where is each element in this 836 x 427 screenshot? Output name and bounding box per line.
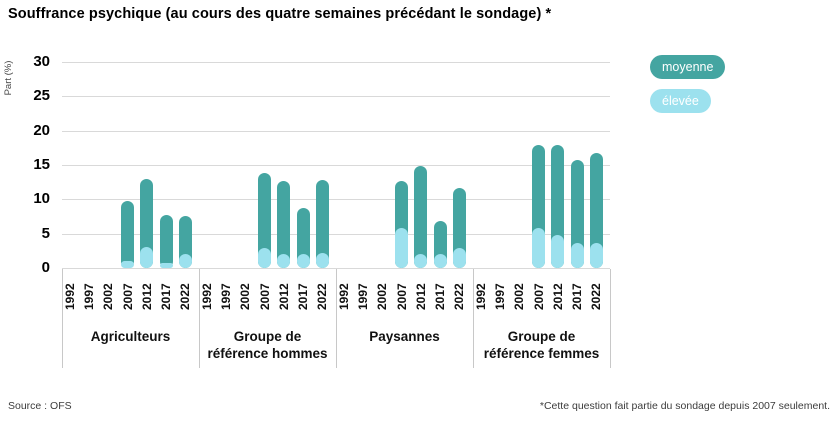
year-label-1997: 1997 — [219, 283, 234, 310]
bar-segment-elevee — [532, 228, 545, 268]
group-label-line: Groupe de — [233, 329, 302, 344]
bar-group1-2012 — [140, 179, 153, 268]
year-label-2017: 2017 — [159, 283, 173, 310]
year-label-1992: 1992 — [337, 283, 351, 310]
group-label-line: Paysannes — [369, 329, 440, 344]
group-label-2 — [199, 328, 336, 362]
bar-segment-elevee — [277, 254, 290, 268]
chart-title: Souffrance psychique (au cours des quatre semaines précédant le sondage) * — [8, 6, 552, 22]
year-label-2007: 2007 — [531, 283, 546, 310]
bar-segment-elevee — [179, 254, 192, 268]
year-label-1992: 1992 — [200, 283, 214, 310]
year-label-1997: 1997 — [493, 283, 508, 310]
bar-group2-2012 — [277, 181, 290, 268]
y-tick-label-0: 0 — [41, 259, 50, 276]
footnote: *Cette question fait partie du sondage depuis 2007 seulement. — [539, 400, 830, 412]
group-label-line: Groupe de — [507, 329, 576, 344]
group-divider — [610, 269, 611, 368]
year-label-2017: 2017 — [296, 283, 310, 310]
year-label-2007: 2007 — [120, 283, 135, 310]
bar-group4-2012 — [551, 145, 564, 268]
bar-segment-elevee — [121, 261, 134, 268]
gridline-30 — [62, 62, 610, 63]
year-label-2012: 2012 — [139, 283, 154, 310]
legend-pill-moyenne: moyenne — [650, 55, 725, 79]
year-label-2017: 2017 — [433, 283, 447, 310]
year-label-2002: 2002 — [375, 283, 390, 310]
bar-segment-elevee — [590, 243, 603, 268]
year-label-2022: 2022 — [452, 283, 467, 310]
bar-group3-2017 — [434, 221, 447, 268]
legend — [650, 55, 725, 123]
bar-segment-elevee — [414, 254, 427, 268]
bar-group3-2022 — [453, 188, 466, 268]
year-label-1997: 1997 — [82, 283, 97, 310]
y-tick-label-15: 15 — [33, 156, 50, 173]
year-label-2022: 2022 — [589, 283, 604, 310]
bar-segment-moyenne — [121, 201, 134, 268]
group-label-line: référence hommes — [207, 346, 328, 361]
bar-group3-2012 — [414, 166, 427, 268]
group-label-line: Agriculteurs — [90, 329, 171, 344]
bar-group1-2007 — [121, 201, 134, 268]
year-label-2002: 2002 — [101, 283, 116, 310]
bar-group4-2007 — [532, 145, 545, 268]
source-note: Source : OFS — [8, 400, 72, 412]
bar-group4-2022 — [590, 153, 603, 268]
bar-group1-2022 — [179, 216, 192, 268]
year-label-2012: 2012 — [550, 283, 565, 310]
bar-group2-2007 — [258, 173, 271, 268]
bar-segment-elevee — [258, 248, 271, 268]
year-label-1992: 1992 — [474, 283, 488, 310]
group-label-line: référence femmes — [483, 346, 600, 361]
bar-group4-2017 — [571, 160, 584, 268]
year-label-1992: 1992 — [63, 283, 77, 310]
y-axis-label: Part (%) — [3, 60, 14, 96]
y-tick-label-30: 30 — [33, 53, 50, 70]
bar-group3-2007 — [395, 181, 408, 268]
bar-segment-moyenne — [160, 215, 173, 268]
y-tick-label-25: 25 — [33, 87, 50, 105]
bar-segment-elevee — [160, 263, 173, 268]
bar-segment-moyenne — [414, 166, 427, 268]
year-label-2012: 2012 — [276, 283, 291, 310]
y-tick-label-10: 10 — [33, 190, 50, 208]
bar-segment-elevee — [571, 243, 584, 268]
year-label-2012: 2012 — [413, 283, 428, 310]
year-label-2002: 2002 — [512, 283, 527, 310]
group-label-3 — [336, 328, 473, 345]
year-label-2007: 2007 — [257, 283, 272, 310]
bar-segment-elevee — [551, 235, 564, 268]
y-tick-label-5: 5 — [41, 224, 50, 242]
group-label-1 — [62, 328, 199, 345]
gridline-20 — [62, 131, 610, 132]
bar-segment-elevee — [434, 254, 447, 268]
year-label-2002: 2002 — [238, 283, 253, 310]
bar-segment-elevee — [316, 253, 329, 268]
bar-group2-2017 — [297, 208, 310, 268]
bar-group1-2017 — [160, 215, 173, 268]
group-label-4 — [473, 328, 610, 362]
y-tick-label-20: 20 — [33, 121, 50, 139]
bar-segment-elevee — [453, 248, 466, 268]
year-label-2007: 2007 — [394, 283, 409, 310]
gridline-15 — [62, 165, 610, 166]
bar-segment-elevee — [297, 254, 310, 268]
year-label-2017: 2017 — [570, 283, 584, 310]
year-label-2022: 2022 — [178, 283, 193, 310]
bar-group2-2022 — [316, 180, 329, 268]
legend-pill-elevee: élevée — [650, 89, 711, 113]
bar-segment-elevee — [140, 247, 153, 268]
bar-segment-elevee — [395, 228, 408, 268]
gridline-25 — [62, 96, 610, 97]
year-label-2022: 2022 — [315, 283, 330, 310]
year-label-1997: 1997 — [356, 283, 371, 310]
